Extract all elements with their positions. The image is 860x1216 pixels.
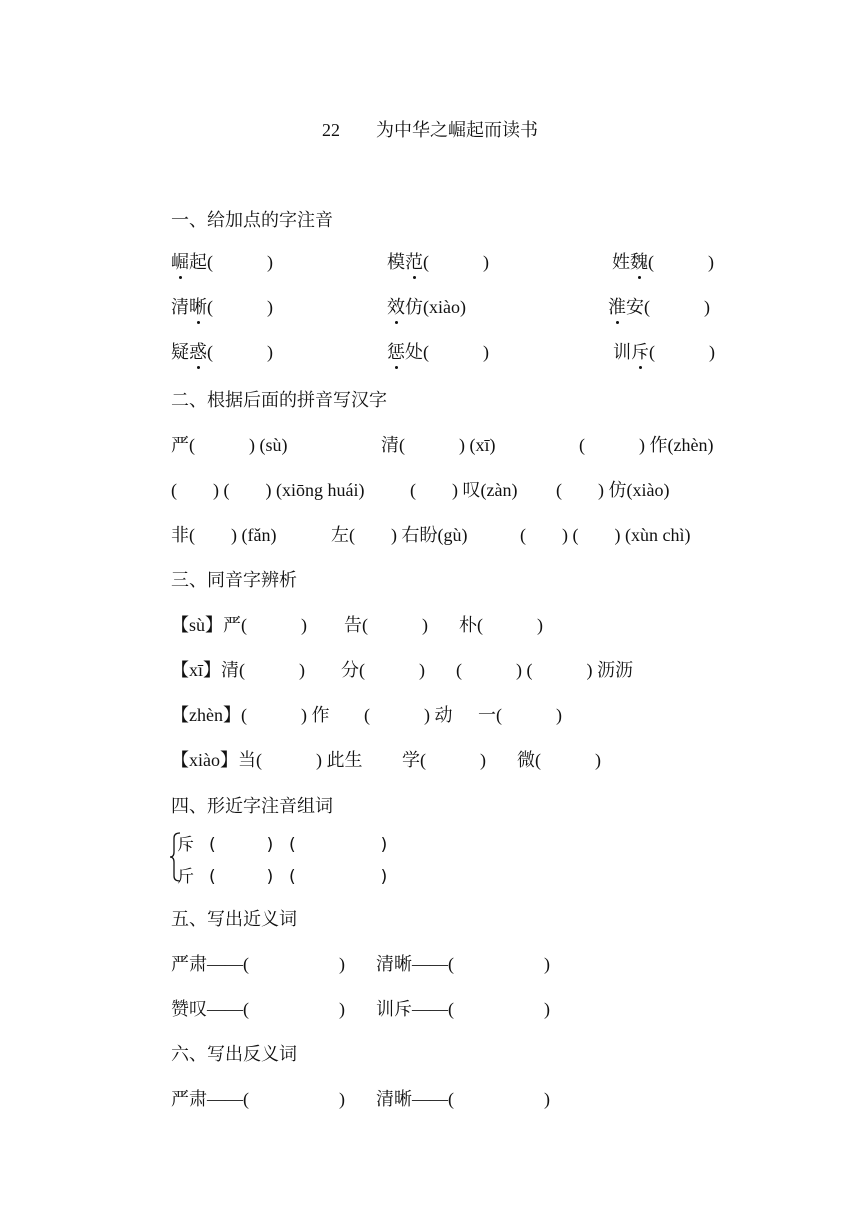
s4-paren: ( ) [209, 867, 274, 887]
s2-item: ( ) ( ) (xiōng huái) [171, 480, 365, 500]
s1-item: 训斥( ) [613, 338, 715, 364]
page-title [0, 116, 860, 142]
section-2-heading: 二、根据后面的拼音写汉字 [171, 390, 387, 411]
s1-item: 淮安( ) [608, 293, 710, 319]
emphasis-dot-char: 斥 [631, 338, 649, 364]
emphasis-dot-char: 效 [387, 293, 405, 319]
s3-item: 学( ) [402, 750, 486, 770]
s4-paren: ( ) [289, 835, 388, 855]
s2-item: ( ) 仿(xiào) [556, 480, 670, 500]
section-6-heading: 六、写出反义词 [171, 1044, 297, 1065]
section-4-heading: 四、形近字注音组词 [171, 796, 333, 817]
emphasis-dot-char: 惩 [387, 338, 405, 364]
s4-char: 斥 [177, 835, 194, 855]
s6-item: 清晰——( ) [376, 1089, 550, 1109]
s1-item: 疑惑( ) [171, 338, 273, 364]
s2-item: 非( ) (fǎn) [171, 525, 277, 545]
s3-item: 【zhèn】( ) 作 [171, 705, 330, 725]
lesson-title: 为中华之崛起而读书 [376, 120, 538, 140]
s5-item: 训斥——( ) [376, 999, 550, 1019]
s1-item: 姓魏( ) [612, 248, 714, 274]
section-1-heading: 一、给加点的字注音 [171, 210, 333, 231]
s1-item: 清晰( ) [171, 293, 273, 319]
emphasis-dot-char: 淮 [608, 293, 626, 319]
s2-item: ( ) 叹(zàn) [410, 480, 518, 500]
s1-item: 效仿(xiào) [387, 293, 466, 319]
section-3-heading: 三、同音字辨析 [171, 570, 297, 591]
s3-item: 朴( ) [459, 615, 543, 635]
lesson-number: 22 [322, 120, 340, 140]
emphasis-dot-char: 范 [405, 248, 423, 274]
s3-item: 微( ) [517, 750, 601, 770]
s5-item: 赞叹——( ) [171, 999, 345, 1019]
s1-item: 模范( ) [387, 248, 489, 274]
s2-item: ( ) ( ) (xùn chì) [520, 525, 691, 545]
s1-item: 惩处( ) [387, 338, 489, 364]
s3-item: ( ) ( ) 沥沥 [456, 660, 633, 680]
s3-item: 分( ) [341, 660, 425, 680]
s4-paren: ( ) [209, 835, 274, 855]
s3-item: 告( ) [344, 615, 428, 635]
section-5-heading: 五、写出近义词 [171, 909, 297, 930]
s5-item: 清晰——( ) [376, 954, 550, 974]
s2-item: 清( ) (xī) [381, 435, 496, 455]
s4-char: 斤 [177, 867, 194, 887]
s3-item: 一( ) [478, 705, 562, 725]
s3-item: 【xī】清( ) [171, 660, 305, 680]
s3-item: 【sù】严( ) [171, 615, 307, 635]
emphasis-dot-char: 晰 [189, 293, 207, 319]
s2-item: 严( ) (sù) [171, 435, 288, 455]
s5-item: 严肃——( ) [171, 954, 345, 974]
s2-item: ( ) 作(zhèn) [579, 435, 714, 455]
emphasis-dot-char: 魏 [630, 248, 648, 274]
s3-item: ( ) 动 [364, 705, 453, 725]
s3-item: 【xiào】当( ) 此生 [171, 750, 363, 770]
s2-item: 左( ) 右盼(gù) [331, 525, 468, 545]
emphasis-dot-char: 惑 [189, 338, 207, 364]
s6-item: 严肃——( ) [171, 1089, 345, 1109]
emphasis-dot-char: 崛 [171, 248, 189, 274]
s1-item: 崛起( ) [171, 248, 273, 274]
s4-paren: ( ) [289, 867, 388, 887]
